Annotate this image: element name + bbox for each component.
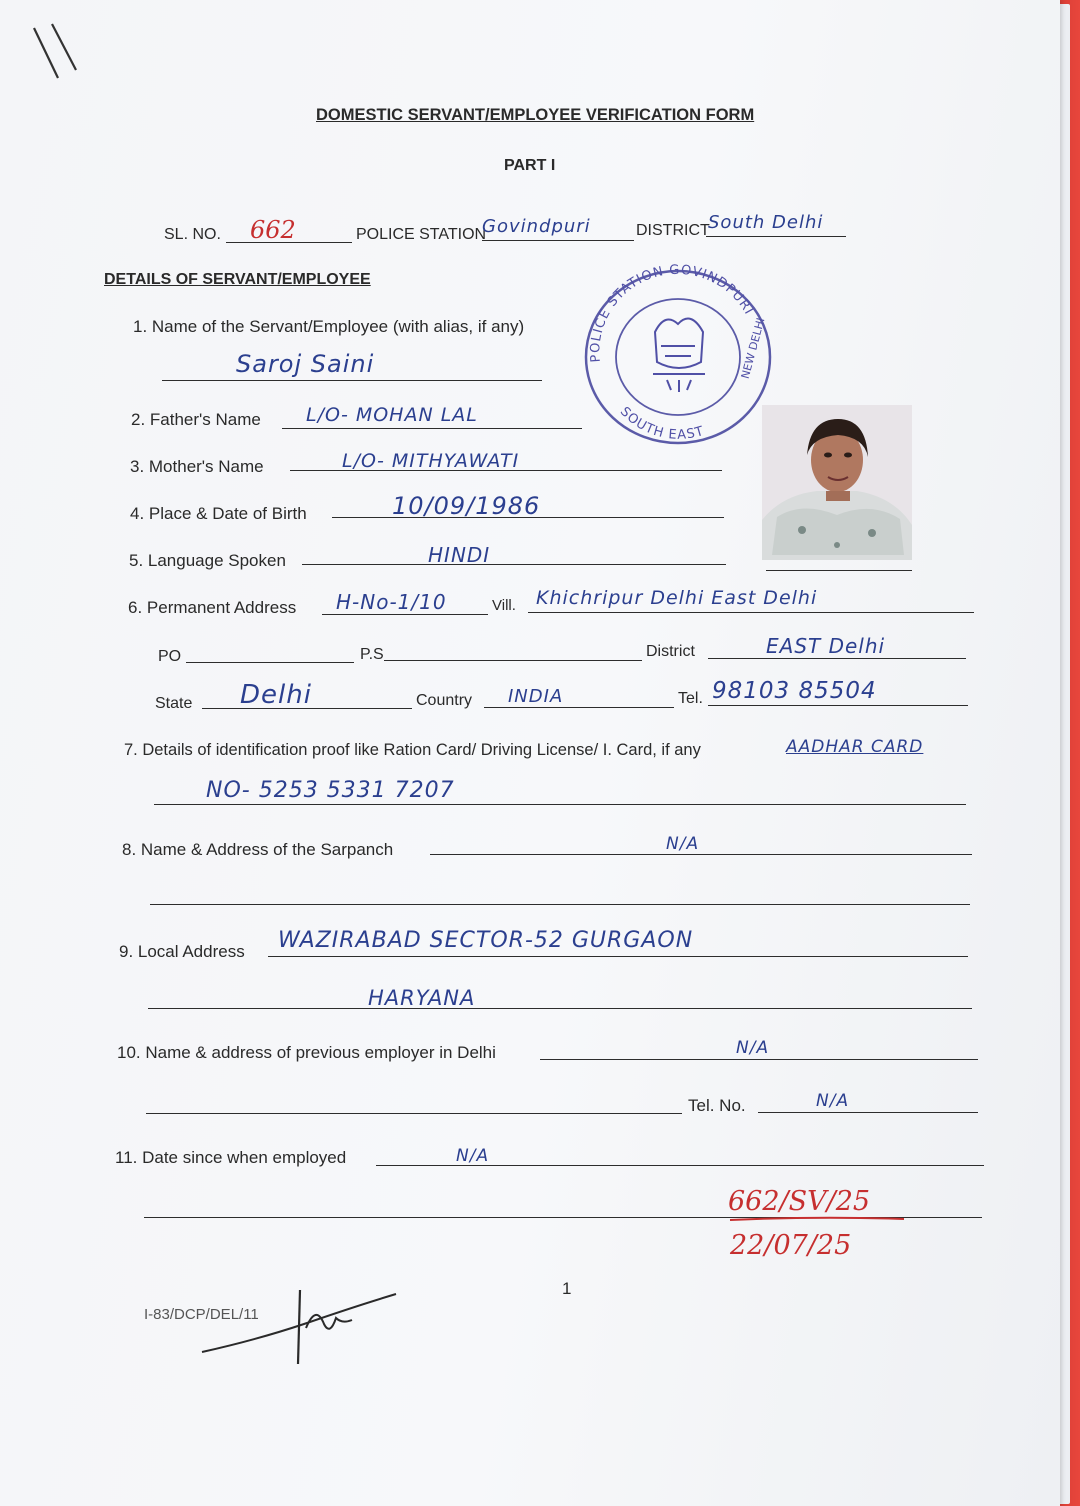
tel-no-value: N/A <box>816 1091 850 1111</box>
police-station-value: Govindpuri <box>482 216 591 237</box>
q11-label: 11. Date since when employed <box>115 1148 347 1167</box>
ref-number: 662/SV/25 <box>728 1186 871 1217</box>
applicant-photo <box>762 405 912 560</box>
q7-label: 7. Details of identification proof like Ration Card/ Driving License/ I. Card, if any <box>124 741 701 759</box>
q10-line-2 <box>146 1113 682 1114</box>
tel-no-label: Tel. No. <box>688 1096 746 1115</box>
country-label: Country <box>416 692 473 709</box>
stamp-text-top: POLICE STATION GOVINDPURI <box>588 262 757 363</box>
q6-value: H-No-1/10 <box>336 590 447 614</box>
po-line <box>186 662 354 663</box>
district-value-top: South Delhi <box>708 212 824 233</box>
ref-underline <box>728 1214 908 1224</box>
q2-label: 2. Father's Name <box>131 410 261 429</box>
tel-no-line <box>758 1112 978 1113</box>
q5-label: 5. Language Spoken <box>129 551 286 570</box>
vill-line <box>528 612 974 613</box>
q3-value: L/O- MITHYAWATI <box>342 450 520 472</box>
form-title: DOMESTIC SERVANT/EMPLOYEE VERIFICATION FORM <box>316 106 755 124</box>
police-station-stamp <box>575 262 780 452</box>
tel-label: Tel. <box>678 690 703 707</box>
district-line-top <box>706 236 846 237</box>
section-heading: DETAILS OF SERVANT/EMPLOYEE <box>104 271 371 288</box>
q10-label: 10. Name & address of previous employer in Delhi <box>117 1043 496 1062</box>
q4-value: 10/09/1986 <box>392 492 541 520</box>
tel-line <box>708 705 968 706</box>
district-label-top: DISTRICT <box>636 222 710 239</box>
tel-value: 98103 85504 <box>712 678 877 704</box>
police-station-line <box>482 240 634 241</box>
q9-line <box>268 956 968 957</box>
q7-value-line2: NO- 5253 5331 7207 <box>206 778 455 803</box>
district-label: District <box>646 643 695 660</box>
q2-value: L/O- MOHAN LAL <box>306 404 478 426</box>
q3-label: 3. Mother's Name <box>130 457 264 476</box>
po-label: PO <box>158 648 182 665</box>
svg-text:POLICE STATION GOVINDPURI <box>588 263 756 363</box>
stamp-text-bottom: SOUTH EAST <box>616 404 707 443</box>
q8-label: 8. Name & Address of the Sarpanch <box>122 840 394 859</box>
q1-label: 1. Name of the Servant/Employee (with alias, if any) <box>133 317 525 336</box>
photo-signature-line <box>766 570 912 571</box>
country-line <box>484 707 674 708</box>
q1-line <box>162 380 542 381</box>
q8-line-2 <box>150 904 970 905</box>
stamp-text-right: NEW DELHI <box>738 316 768 381</box>
q9-line-2 <box>148 1008 972 1009</box>
q6-label: 6. Permanent Address <box>128 598 297 617</box>
q2-line <box>282 428 582 429</box>
q5-value: HINDI <box>428 543 491 567</box>
officer-signature <box>196 1284 406 1370</box>
q6-line <box>322 614 488 615</box>
q10-value: N/A <box>736 1038 770 1058</box>
q8-line <box>430 854 972 855</box>
state-label: State <box>155 695 193 712</box>
corner-pen-mark <box>14 20 84 80</box>
district-line <box>708 658 966 659</box>
q7-line <box>154 804 966 805</box>
page-number: 1 <box>562 1279 572 1298</box>
q11-value: N/A <box>456 1146 490 1166</box>
q5-line <box>302 564 726 565</box>
district-value: EAST Delhi <box>766 634 886 658</box>
sl-no-label: SL. NO. <box>164 226 221 243</box>
form-part: PART I <box>504 157 556 174</box>
vill-value: Khichripur Delhi East Delhi <box>536 587 818 609</box>
q9-value: WAZIRABAD SECTOR-52 GURGAON <box>278 928 694 953</box>
q7-value: AADHAR CARD <box>786 737 924 757</box>
q9-label: 9. Local Address <box>119 942 245 961</box>
q1-value: Saroj Saini <box>236 350 375 378</box>
ps-line <box>384 660 642 661</box>
police-station-label: POLICE STATION <box>356 226 487 243</box>
q10-line <box>540 1059 978 1060</box>
svg-text:SOUTH EAST <box>617 404 706 443</box>
sl-no-value: 662 <box>250 216 296 244</box>
state-value: Delhi <box>240 680 312 710</box>
q4-label: 4. Place & Date of Birth <box>130 504 307 523</box>
q9-value-line2: HARYANA <box>368 986 476 1010</box>
form-code: I-83/DCP/DEL/11 <box>144 1306 259 1323</box>
country-value: INDIA <box>508 686 564 707</box>
vill-label: Vill. <box>492 597 516 614</box>
q8-value: N/A <box>666 834 700 854</box>
ps-label: P.S <box>360 646 384 663</box>
ref-date: 22/07/25 <box>730 1230 852 1261</box>
